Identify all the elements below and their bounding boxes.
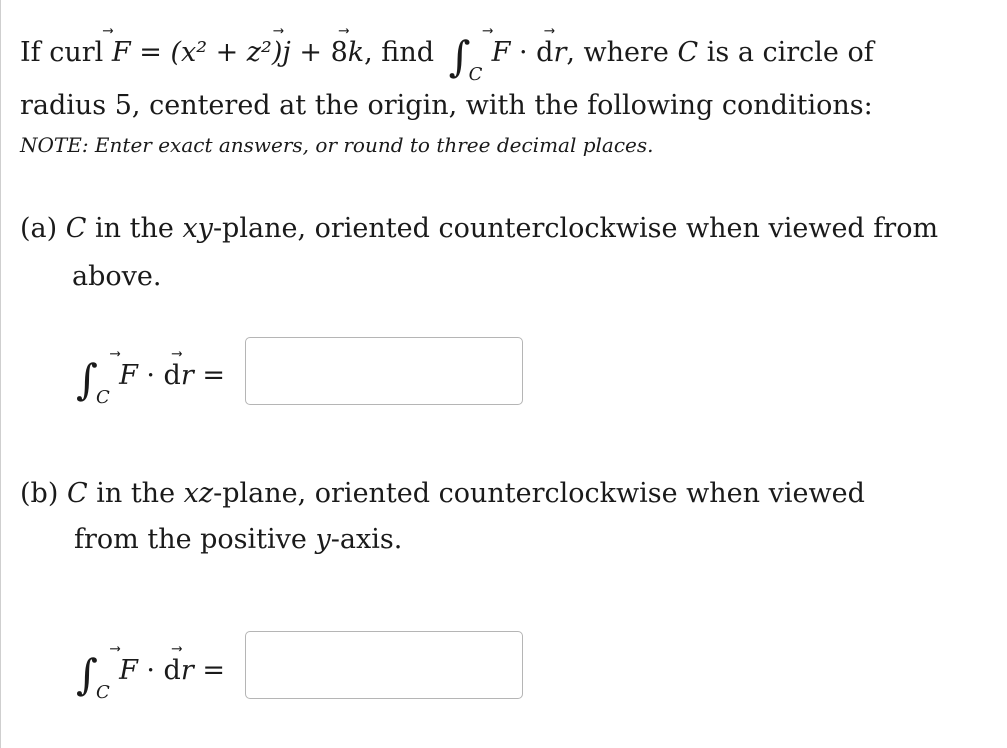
problem-line-1 xyxy=(20,26,874,85)
part-b-in-the: in the xyxy=(96,478,176,509)
find-text: , find xyxy=(364,37,434,68)
integral-symbol: ∫ C xyxy=(76,650,110,703)
part-b-line2-prefix: from the positive xyxy=(74,524,307,555)
field-expression: (x² + z²) xyxy=(170,37,283,68)
integral-symbol: ∫ C xyxy=(76,355,110,408)
part-b-plane: xz xyxy=(183,478,214,509)
r-vector: ⃗ r xyxy=(181,655,194,686)
equals-sign: = xyxy=(139,37,162,68)
part-a-integral-label xyxy=(70,345,225,408)
part-a-in-the: in the xyxy=(95,213,174,244)
dot-d: · d xyxy=(518,37,554,68)
curve-letter: C xyxy=(677,37,699,68)
part-b-line-1 xyxy=(20,480,865,507)
part-a-rest: -plane, oriented counterclockwise when viewed from xyxy=(212,213,939,244)
part-b-y-var: y xyxy=(315,524,331,555)
where-text: , where xyxy=(566,37,669,68)
part-b-integral-label xyxy=(70,640,225,703)
equals-sign: = xyxy=(202,360,225,391)
part-b-rest: -plane, oriented counterclockwise when viewed xyxy=(213,478,865,509)
r-vector: ⃗ r xyxy=(181,360,194,391)
unit-j: ⃗ j xyxy=(282,39,290,66)
part-b-line-2 xyxy=(74,526,402,553)
part-a-plane: xy xyxy=(182,213,213,244)
integrand-F: ⃗ F xyxy=(119,360,138,391)
integral-symbol: ∫ C xyxy=(448,32,483,85)
answer-input-b[interactable] xyxy=(245,631,523,699)
part-b-curve: C xyxy=(66,478,88,509)
part-a-line-2: above. xyxy=(72,261,162,292)
field-F: ⃗ F xyxy=(112,39,131,66)
plus-eight: + 8 xyxy=(299,37,348,68)
dot-d: · d xyxy=(146,360,181,391)
part-a-curve: C xyxy=(65,213,87,244)
problem-line-2: radius 5, centered at the origin, with the following conditions: xyxy=(20,90,873,121)
intro-text: If curl xyxy=(20,37,104,68)
integral-sub: C xyxy=(96,387,110,408)
dot-d: · d xyxy=(146,655,181,686)
part-a-line-1 xyxy=(20,215,938,242)
part-b-line2-suffix: -axis. xyxy=(330,524,403,555)
note-text: NOTE: Enter exact answers, or round to three decimal places. xyxy=(20,133,654,157)
integrand-F: ⃗ F xyxy=(492,39,511,66)
answer-input-a[interactable] xyxy=(245,337,523,405)
integrand-F: ⃗ F xyxy=(119,655,138,686)
r-vector: ⃗ r xyxy=(553,39,566,66)
part-a-label: (a) xyxy=(20,213,58,244)
integral-sub: C xyxy=(468,64,483,85)
tail-text: is a circle of xyxy=(706,37,874,68)
part-b-label: (b) xyxy=(20,478,59,509)
unit-k: ⃗ k xyxy=(348,39,364,66)
equals-sign: = xyxy=(202,655,225,686)
integral-sub: C xyxy=(96,682,110,703)
